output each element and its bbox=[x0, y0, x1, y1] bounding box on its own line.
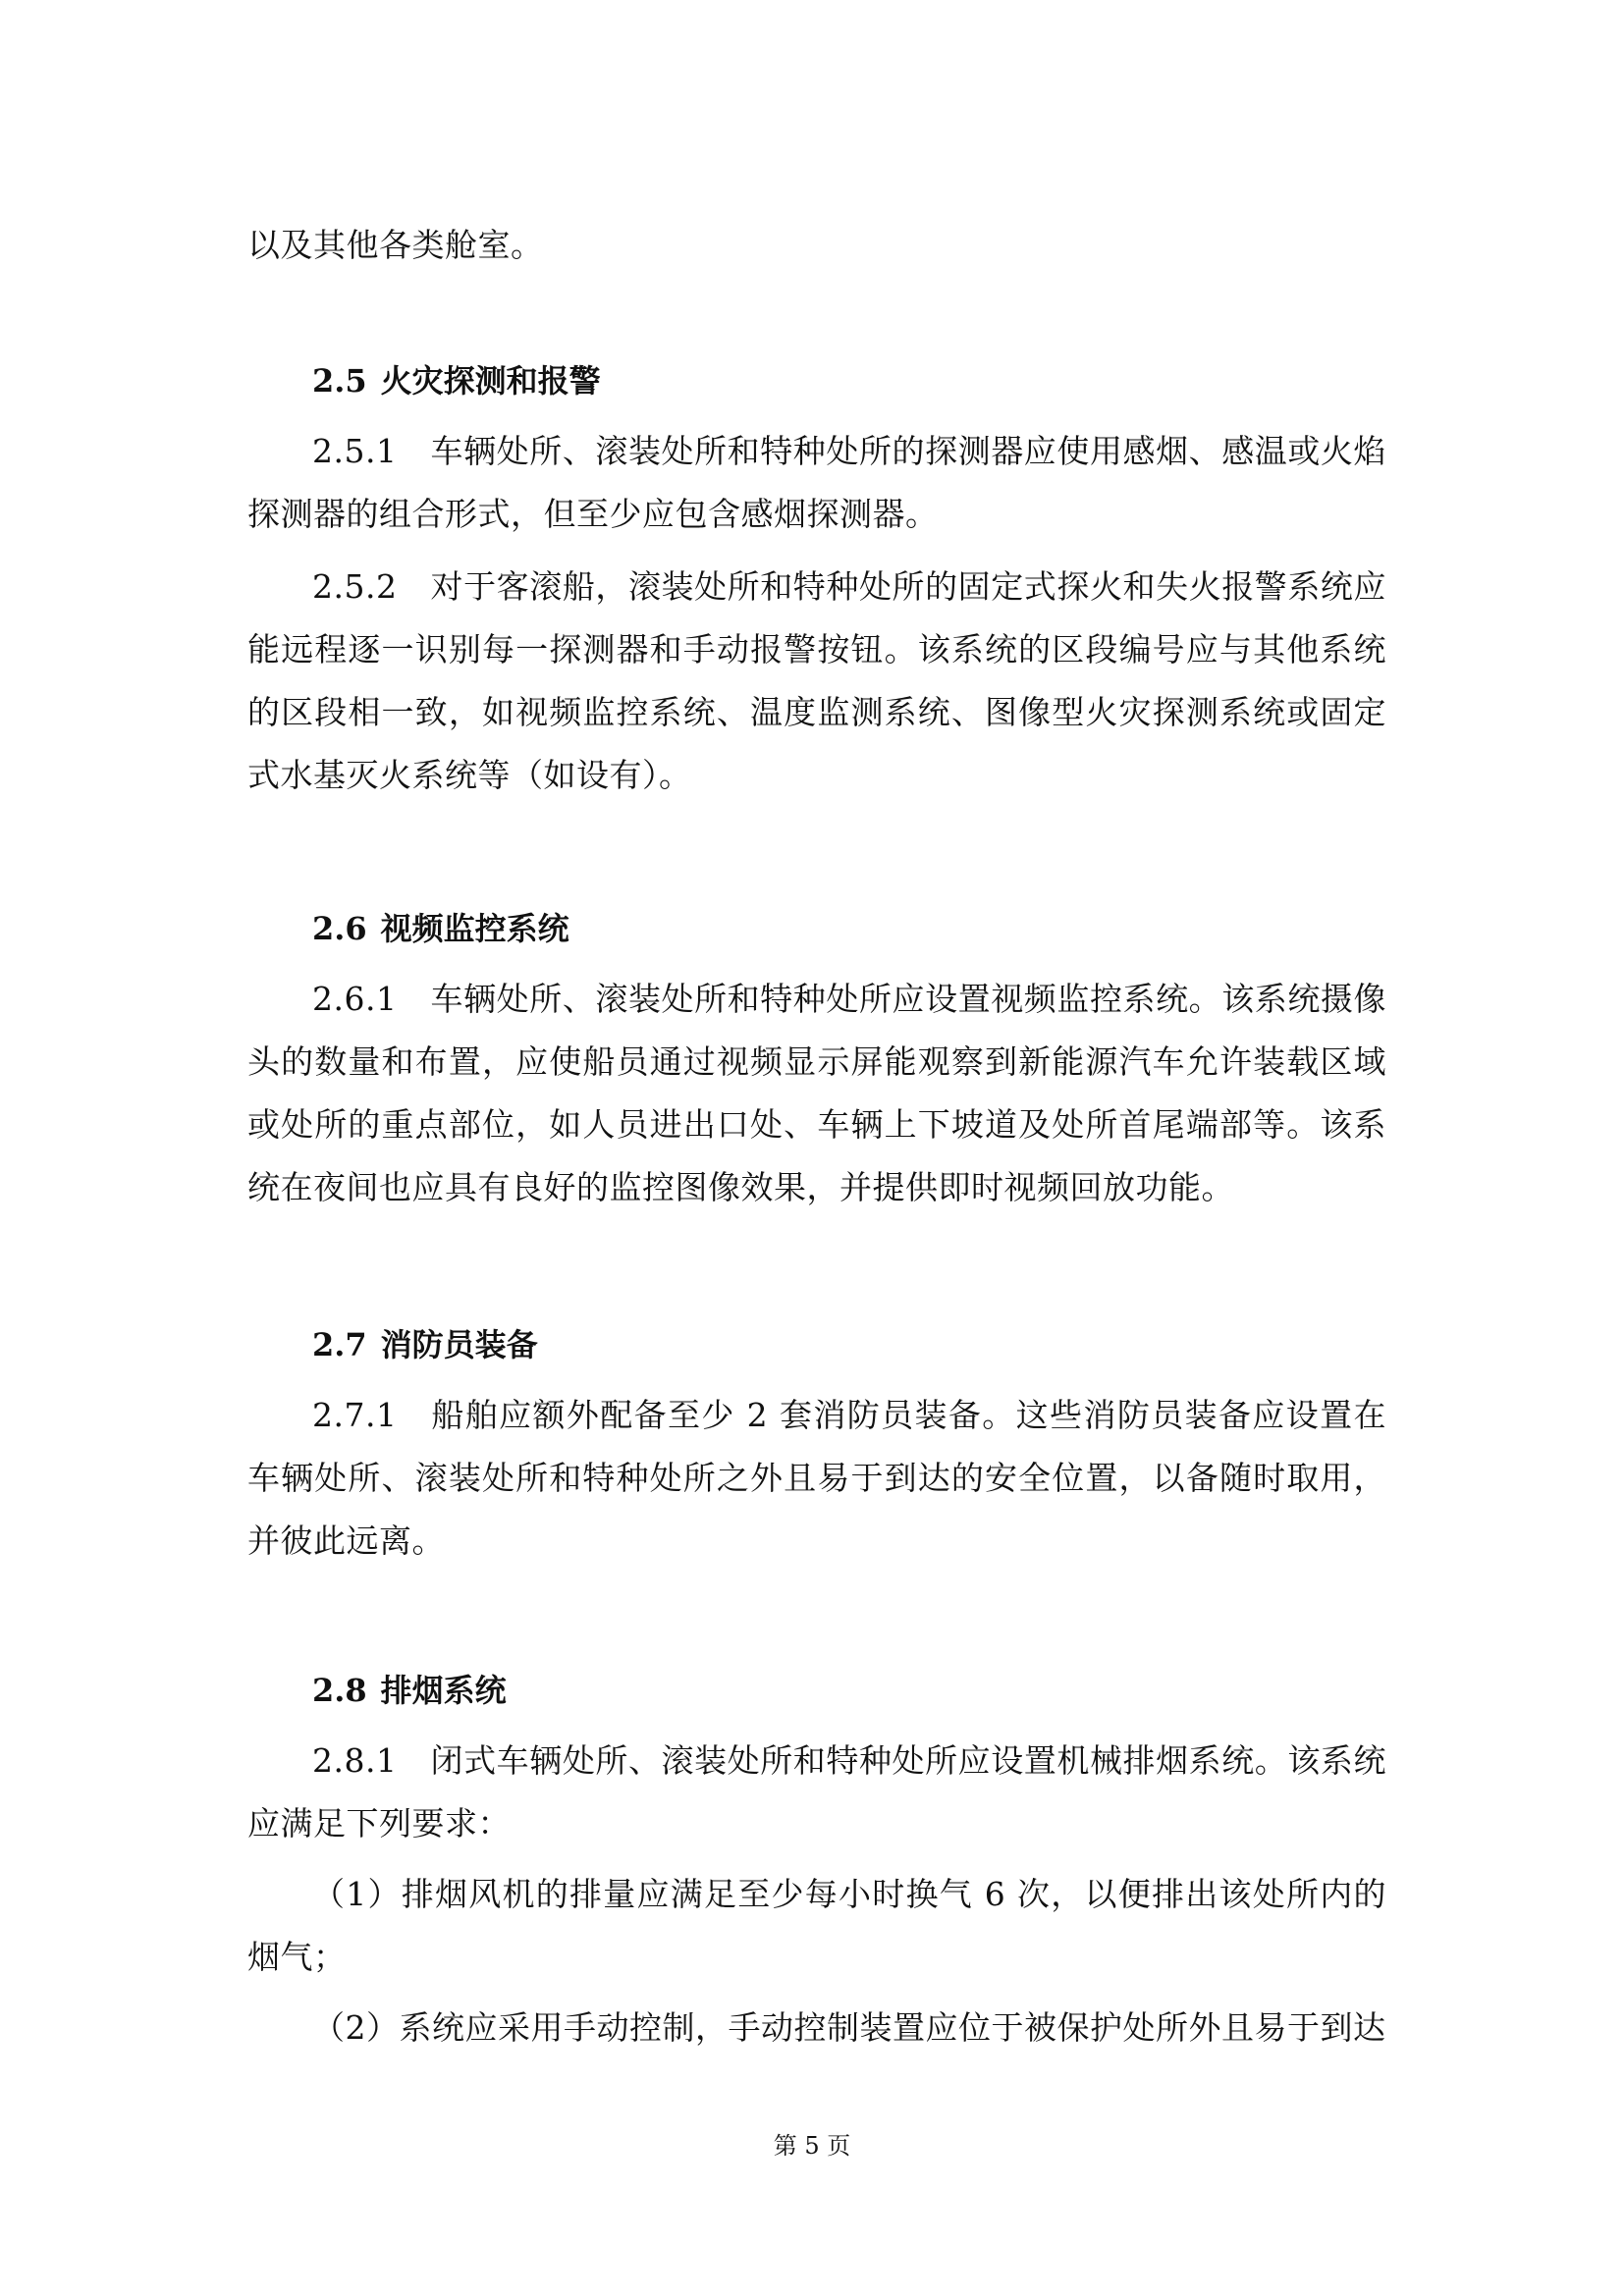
section-title: 消防员装备 bbox=[380, 1326, 538, 1363]
section-number: 2.8 bbox=[312, 1672, 367, 1709]
section-heading-2-6 bbox=[312, 907, 569, 950]
clause-2-7-1 bbox=[247, 1384, 1386, 1573]
clause-number: 2.5.2 bbox=[312, 567, 398, 606]
section-number: 2.7 bbox=[312, 1326, 367, 1363]
continuation-paragraph: 以及其他各类舱室。 bbox=[247, 226, 544, 264]
list-item-1: （1）排烟风机的排量应满足至少每小时换气 6 次，以便排出该处所内的烟气； bbox=[247, 1875, 1386, 1976]
section-title: 排烟系统 bbox=[380, 1672, 507, 1709]
clause-text: 车辆处所、滚装处所和特种处所应设置视频监控系统。该系统摄像头的数量和布置，应使船员通过视频显示屏能观察到新能源汽车允许装载区域或处所的重点部位，如人员进出口处、车辆上下坡道及处所首尾端部等。该系统在夜间也应具有良好的监控图像效果，并提供即时视频回放功能。 bbox=[247, 980, 1386, 1206]
clause-number: 2.7.1 bbox=[312, 1396, 398, 1434]
clause-2-5-1 bbox=[247, 420, 1386, 546]
clause-text: 船舶应额外配备至少 2 套消防员装备。这些消防员装备应设置在车辆处所、滚装处所和特种处所之外且易于到达的安全位置，以备随时取用，并彼此远离。 bbox=[247, 1396, 1386, 1560]
section-number: 2.5 bbox=[312, 362, 367, 400]
section-heading-2-8 bbox=[312, 1669, 507, 1712]
section-number: 2.6 bbox=[312, 910, 367, 947]
page-footer: 第 5 页 bbox=[773, 2132, 851, 2160]
clause-2-5-2 bbox=[247, 556, 1386, 807]
section-title: 火灾探测和报警 bbox=[380, 362, 601, 400]
section-heading-2-7 bbox=[312, 1323, 538, 1366]
clause-text: 闭式车辆处所、滚装处所和特种处所应设置机械排烟系统。该系统应满足下列要求： bbox=[247, 1741, 1386, 1842]
list-item-2: （2）系统应采用手动控制，手动控制装置应位于被保护处所外且易于到达 bbox=[312, 2008, 1386, 2047]
clause-2-6-1 bbox=[247, 968, 1386, 1219]
clause-text: 车辆处所、滚装处所和特种处所的探测器应使用感烟、感温或火焰探测器的组合形式，但至少应包含感烟探测器。 bbox=[247, 432, 1386, 533]
clause-2-8-1 bbox=[247, 1730, 1386, 1855]
section-title: 视频监控系统 bbox=[380, 910, 569, 947]
clause-text: 对于客滚船，滚装处所和特种处所的固定式探火和失火报警系统应能远程逐一识别每一探测器和手动报警按钮。该系统的区段编号应与其他系统的区段相一致，如视频监控系统、温度监测系统、图像型火灾探测系统或固定式水基灭火系统等（如设有）。 bbox=[247, 567, 1386, 794]
clause-number: 2.6.1 bbox=[312, 980, 398, 1018]
clause-number: 2.8.1 bbox=[312, 1741, 398, 1780]
section-heading-2-5 bbox=[312, 359, 601, 402]
clause-number: 2.5.1 bbox=[312, 432, 398, 470]
